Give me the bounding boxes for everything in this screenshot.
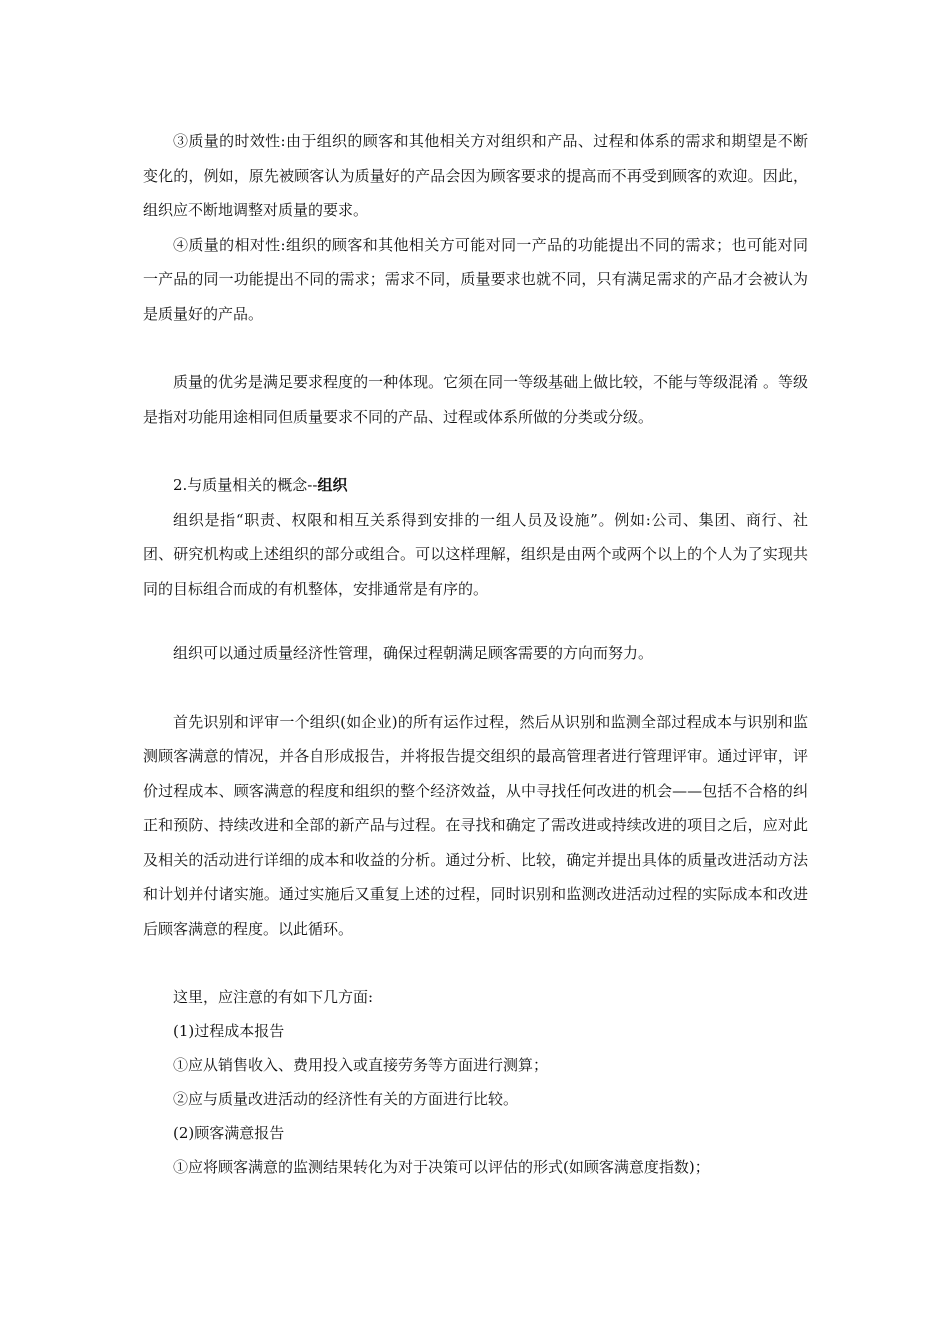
paragraph-process-review: 首先识别和评审一个组织(如企业)的所有运作过程，然后从识别和监测全部过程成本与识别和监测顾客满意的情况，并各自形成报告，并将报告提交组织的最高管理者进行管理评审。通过评审，评价过程成本、顾客满意的程度和组织的整个经济效益，从中寻找任何改进的机会——包括不合格的纠正和预防、持续改进和全部的新产品与过程。在寻找和确定了需改进或持续改进的项目之后，应对此及相关的活动进行详细的成本和收益的分析。通过分析、比较，确定并提出具体的质量改进活动方法和计划并付诸实施。通过实施后又重复上述的过程，同时识别和监测改进活动过程的实际成本和改进后顾客满意的程度。以此循环。 — [143, 712, 808, 938]
paragraph-quality-grade: 质量的优劣是满足要求程度的一种体现。它须在同一等级基础上做比较，不能与等级混淆 。等级是指对功能用途相同但质量要求不同的产品、过程或体系所做的分类或分级。 — [143, 373, 808, 426]
paragraph-timeliness: ③质量的时效性:由于组织的顾客和其他相关方对组织和产品、过程和体系的需求和期望是不断变化的，例如，原先被顾客认为质量好的产品会因为顾客要求的提高而不再受到顾客的欢迎。因此，组织应不断地调整对质量的要求。 — [143, 132, 808, 219]
spacer — [143, 434, 808, 468]
spacer — [143, 331, 808, 365]
document-body — [143, 124, 808, 1184]
list-item: (1)过程成本报告 — [173, 1022, 285, 1040]
spacer — [143, 671, 808, 705]
list-item: (2)顾客满意报告 — [173, 1124, 285, 1142]
list-item: ①应从销售收入、费用投入或直接劳务等方面进行测算； — [173, 1056, 549, 1074]
list-item: ②应与质量改进活动的经济性有关的方面进行比较。 — [173, 1090, 519, 1108]
list-item: ①应将顾客满意的监测结果转化为对于决策可以评估的形式(如顾客满意度指数)； — [173, 1158, 710, 1176]
section-heading-keyword: 组织 — [317, 476, 348, 494]
paragraph-relativity: ④质量的相对性:组织的顾客和其他相关方可能对同一产品的功能提出不同的需求；也可能对同一产品的同一功能提出不同的需求；需求不同，质量要求也就不同，只有满足需求的产品才会被认为是质量好的产品。 — [143, 235, 808, 323]
paragraph-organization-definition: 组织是指“职责、权限和相互关系得到安排的一组人员及设施”。例如:公司、集团、商行、社团、研究机构或上述组织的部分或组合。可以这样理解，组织是由两个或两个以上的个人为了实现共同的目标组合而成的有机整体，安排通常是有序的。 — [143, 510, 808, 598]
paragraph-quality-economics: 组织可以通过质量经济性管理，确保过程朝满足顾客需要的方向而努力。 — [173, 644, 654, 662]
paragraph-notes-intro: 这里，应注意的有如下几方面: — [173, 988, 374, 1006]
section-heading — [143, 468, 808, 503]
section-heading-prefix: 2.与质量相关的概念-- — [173, 476, 318, 494]
spacer — [143, 946, 808, 980]
spacer — [143, 606, 808, 636]
